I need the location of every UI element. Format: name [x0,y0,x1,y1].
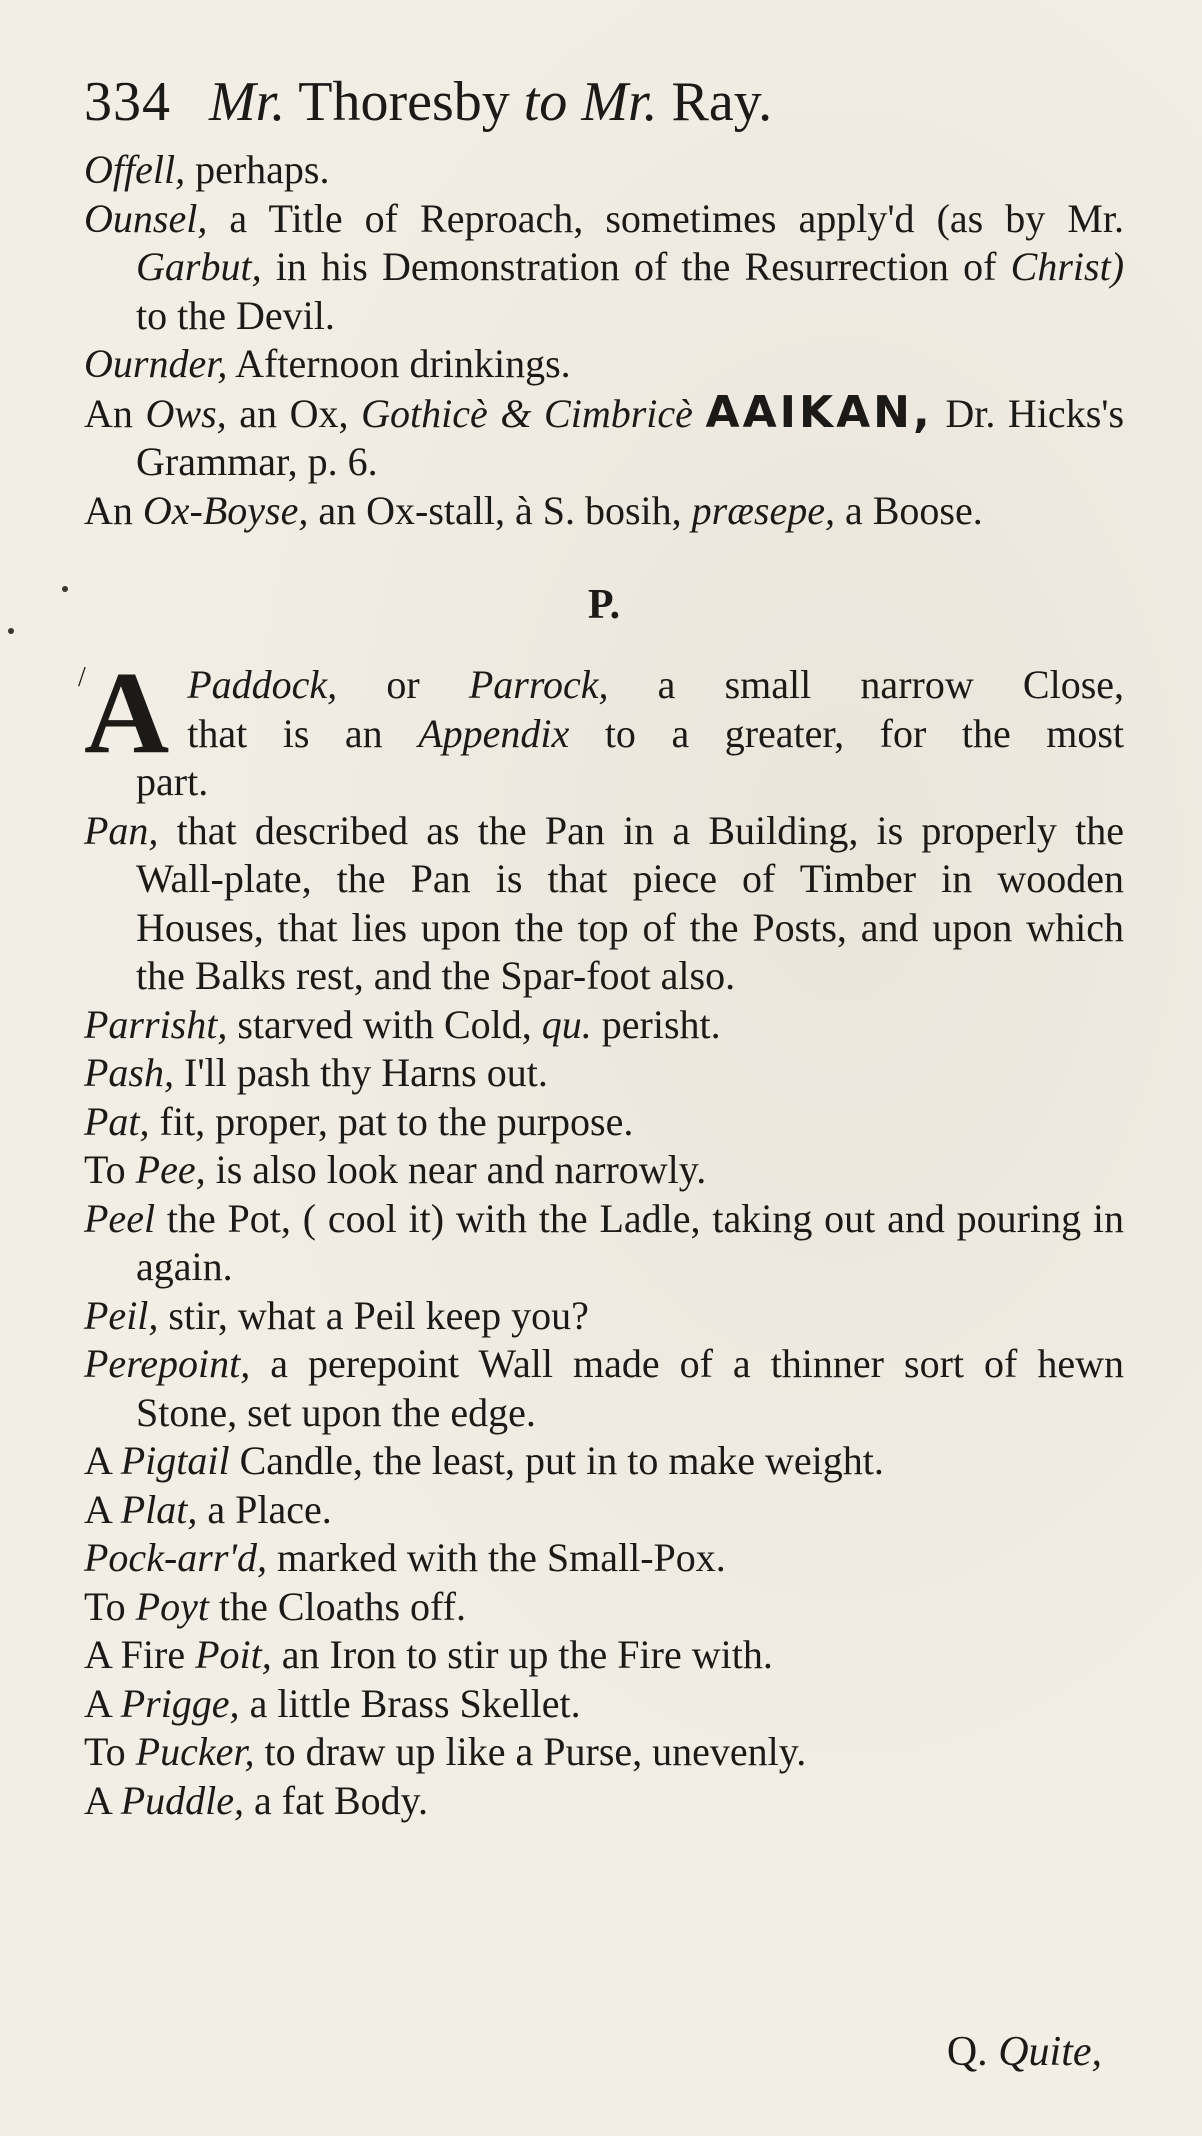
catchword [947,2022,1102,2082]
entry-ounsel [84,195,1124,341]
headword: Pucker, [135,1729,255,1774]
entry-ows [84,386,1125,487]
running-head-mr-1: Mr. [209,71,286,133]
running-head [209,71,772,133]
definition: stir, what a Peil keep you? [168,1292,589,1338]
qu-abbrev: qu. [541,1001,592,1047]
latin-appendix: Appendix [418,710,570,756]
running-head-thoresby: Thoresby [298,71,510,133]
headword: Pock-arr'd, [84,1535,267,1580]
definition-part: that is an [187,710,383,756]
entry-prigge [84,1680,1124,1729]
entry-perepoint [84,1340,1124,1437]
article: An [84,487,133,533]
latin-gloss: Gothicè & Cimbricè [361,390,693,436]
headword: Pan, [84,807,159,853]
ink-speck [8,628,14,634]
section-heading-p: P. [587,582,621,628]
headword: Paddock, [187,662,338,707]
running-head-to: to [523,71,568,133]
catchword-word: Quite, [998,2029,1102,2075]
definition: is also look near and narrowly. [215,1147,707,1192]
definition: I'll pash thy Harns out. [184,1050,548,1095]
definition-part: to the Devil. [136,292,335,338]
article: An [84,390,133,436]
headword: Peil, [84,1292,159,1338]
definition-part: a small narrow Close, [657,662,1125,707]
definition-part: Dr. Hicks's Grammar, p. 6. [136,390,1125,484]
definition: the Pot, ( cool it) with the Ladle, taking out and pouring in again. [136,1195,1125,1289]
page-number: 334 [84,71,171,133]
headword-alt: Parrock, [468,662,609,707]
headword: Plat, [120,1486,198,1532]
entry-poyt [84,1583,1124,1632]
entry-pat [84,1098,1124,1147]
ink-speck [62,586,68,592]
article: To [84,1583,126,1629]
headword: Offell, [84,147,186,192]
headword: Perepoint, [84,1341,251,1386]
article: To [84,1147,126,1192]
definition: a little Brass Skellet. [249,1680,581,1726]
headword: Pee, [135,1147,206,1192]
entry-ox-boyse [84,487,1124,536]
headword: Puddle, [120,1777,244,1823]
drop-cap: A [84,647,170,778]
entry-pigtail [84,1437,1124,1486]
entry-peel [84,1195,1124,1292]
headword: Parrisht, [84,1001,228,1047]
headword: Pigtail [120,1438,230,1483]
definition-part: a Boose. [845,487,983,533]
page-header [84,62,1124,142]
definition: Afternoon drinkings. [235,341,571,386]
definition: an Iron to stir up the Fire with. [281,1632,773,1677]
headword: Ox-Boyse, [142,487,309,533]
paddock-line-3: part. [136,759,209,804]
entry-pock-arrd [84,1534,1124,1583]
entry-peil [84,1292,1124,1341]
definition: that described as the Pan in a Building, is properly the Wall-plate, the Pan is that piece of Timber in wooden Houses, that lies upon the top of the Posts, and upon which the Balks rest, and the Spar-foot also. [136,807,1125,998]
entry-paddock [78,647,1125,807]
name-christ: Christ) [1010,244,1125,289]
headword: Ows, [145,390,227,436]
headword: Prigge, [120,1680,240,1726]
entry-puddle [84,1777,1124,1826]
definition: fit, proper, pat to the purpose. [159,1098,634,1144]
running-head-ray: Ray. [671,71,773,133]
definition-part: starved with Cold, [237,1001,532,1047]
latin-gloss: præsepe, [691,487,835,533]
entry-ournder [84,340,1124,389]
definition: a Place. [207,1486,332,1532]
headword: Pat, [84,1098,150,1144]
catchword-letter: Q. [946,2029,988,2075]
definition: marked with the Small-Pox. [276,1535,726,1580]
entry-pee [84,1146,1124,1195]
entry-pan [84,807,1124,1001]
gothic-word: ΑΑΙΚΑΝ, [705,386,933,438]
entry-poit [84,1631,1124,1680]
definition-part: an Ox, [239,390,349,436]
article: A [84,1486,111,1532]
word-or: or [386,662,420,707]
definition: perhaps. [195,147,330,192]
entry-parrisht [84,1001,1124,1050]
definition: Candle, the least, put in to make weight. [239,1438,884,1483]
definition-part: to a greater, for the most [604,710,1125,756]
definition: to draw up like a Purse, unevenly. [264,1729,807,1774]
entry-plat [84,1486,1124,1535]
headword: Poit, [195,1632,272,1677]
headword: Pash, [84,1050,174,1095]
article: A [84,1438,111,1483]
article: A [84,1777,111,1823]
paddock-line-1 [84,661,1124,710]
margin-mark: / [78,662,86,693]
definition-part: a Title of Reproach, sometimes apply'd (as by Mr. [229,195,1125,241]
headword: Ournder, [84,341,228,386]
entry-offell [84,146,1124,195]
definition-part: in his Demonstration of the Resurrection of [275,244,997,289]
entry-pash [84,1049,1124,1098]
article: A [84,1680,111,1726]
name-garbut: Garbut, [136,244,262,289]
headword: Ounsel, [84,195,208,241]
headword: Peel [84,1195,156,1241]
definition-part: perisht. [601,1001,721,1047]
definition: a perepoint Wall made of a thinner sort of hewn Stone, set upon the edge. [136,1341,1125,1435]
entry-pucker [84,1728,1124,1777]
article: To [84,1729,126,1774]
article: A Fire [84,1632,186,1677]
definition: a fat Body. [254,1777,429,1823]
headword: Poyt [135,1583,209,1629]
running-head-mr-2: Mr. [581,71,658,133]
glossary-text [78,146,1125,1825]
definition-part: an Ox-stall, à S. bosih, [318,487,682,533]
paddock-line-2 [84,710,1124,759]
definition: the Cloaths off. [218,1583,466,1629]
